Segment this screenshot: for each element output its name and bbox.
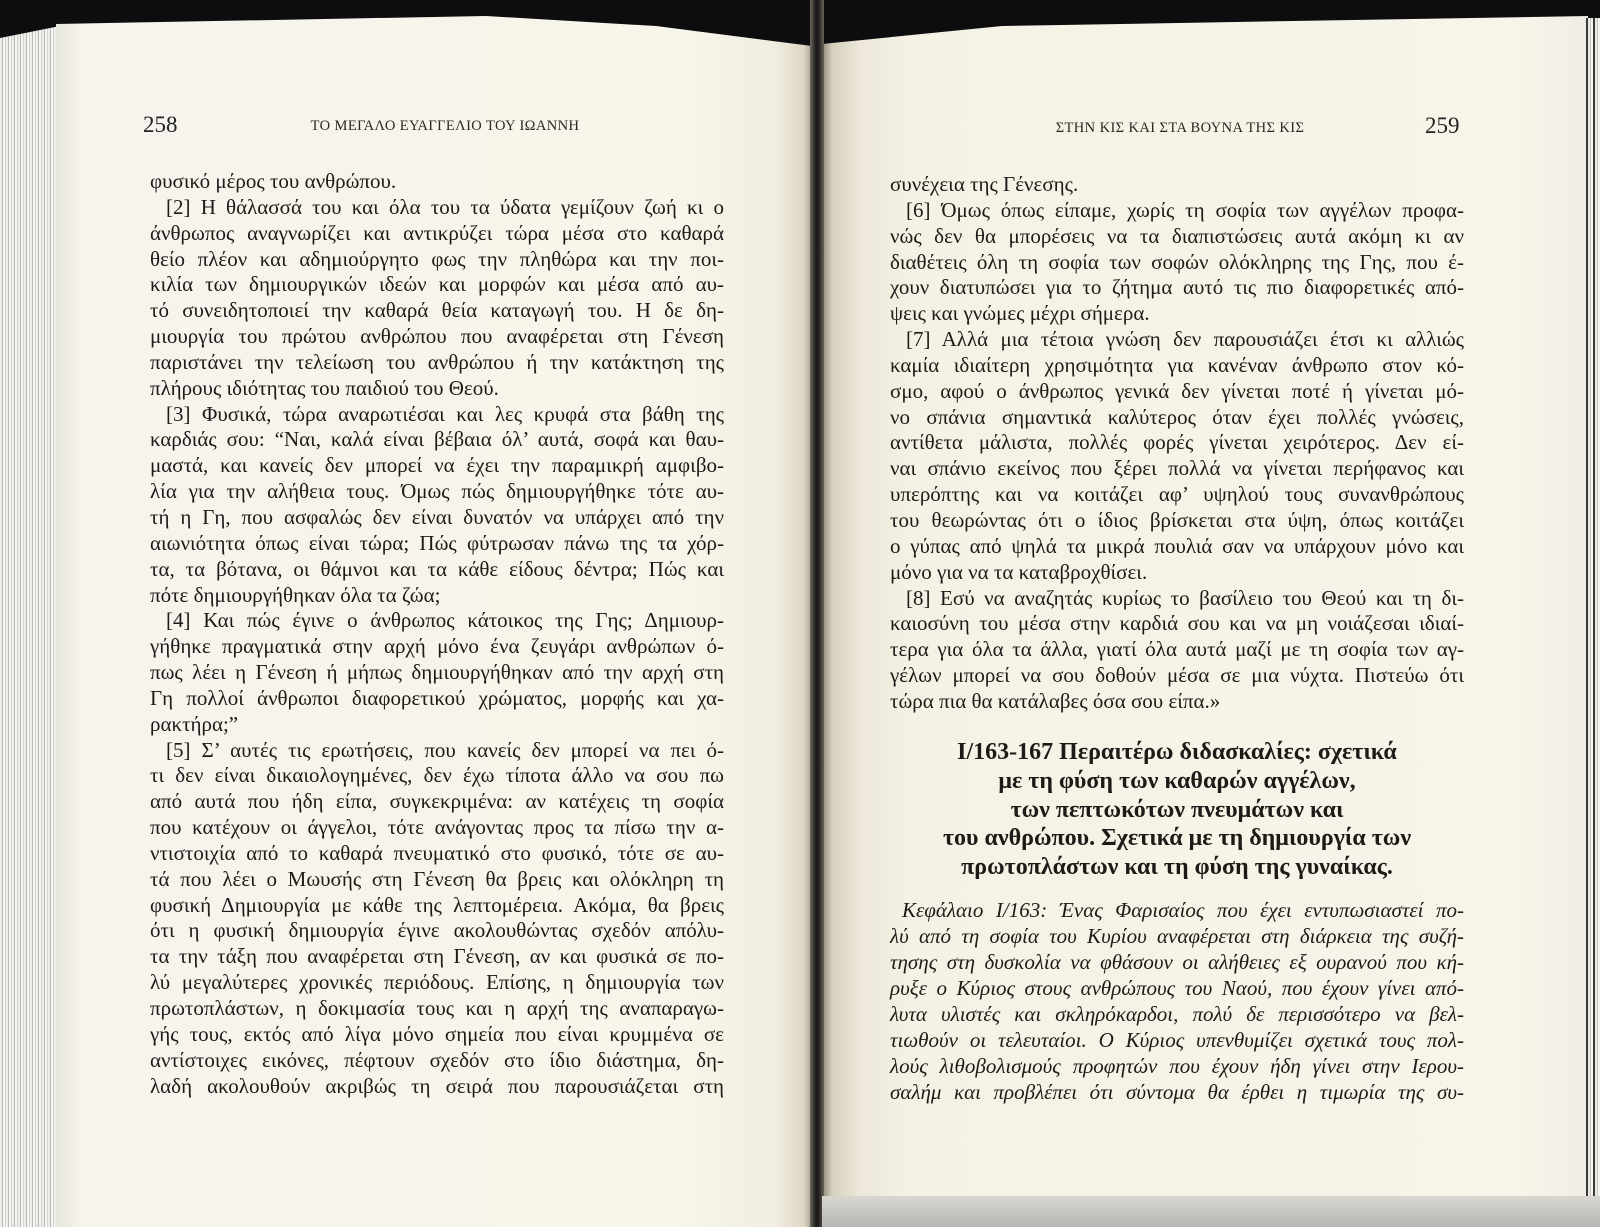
paragraph	[150, 195, 724, 402]
text-line: μόνο για να τα καταβροχθίσει.	[890, 559, 1148, 584]
text-line: [3] Φυσικά, τώρα αναρωτιέσαι και λες κρυφά στα βάθη της	[166, 401, 724, 426]
paragraph	[890, 586, 1464, 715]
text-line: λαδή ακολουθούν ακριβώς τη σειρά που παρουσιάζεται στη	[150, 1073, 724, 1098]
page-number: 259	[1425, 113, 1460, 138]
text-line: ο γύπας από ψηλά τα μικρά πουλιά σαν να υπάρχουν μόνο και	[890, 533, 1464, 558]
text-line: σμο, αφού ο άνθρωπος γενικά δεν γίνεται ποτέ ή γίνεται μό-	[890, 378, 1464, 403]
section-heading-line: του ανθρώπου. Σχετικά με τη δημιουργία των	[942, 825, 1412, 852]
text-line: παριστάνει την τελείωση του ανθρώπου ή την κατάκτηση της	[150, 349, 724, 374]
text-line: λία για την αλήθεια τους. Όμως πώς δημιουργήθηκε τότε αυ-	[150, 479, 724, 504]
text-line: γέλων μπορεί να σου δοθούν μέσα σε μια νύχτα. Πιστεύω ότι	[890, 663, 1464, 688]
text-line: καρδιάς σου: “Ναι, καλά είναι βέβαια όλ’ αυτά, σοφά και θαυ-	[150, 427, 724, 452]
text-line: φυσικό μέρος του ανθρώπου.	[150, 169, 397, 193]
text-line: γήθηκε πραγματικά στην αρχή μόνο ένα ζευγάρι ανθρώπων ό-	[150, 634, 724, 659]
section-heading	[890, 738, 1464, 882]
text-line: πότε δημιουργήθηκαν όλα τα ζώα;	[150, 582, 441, 607]
chapter-summary-line: σαλήμ και προβλέπει ότι σύντομα θα έρθει η τιμωρία της συ-	[890, 1080, 1464, 1104]
text-line: ρακτήρα;”	[150, 711, 239, 736]
text-line: ψεις και γνώμες μέχρι σήμερα.	[890, 301, 1150, 326]
page-number: 258	[143, 112, 178, 137]
page-stack-right	[1586, 18, 1600, 1196]
text-line: [2] Η θάλασσά του και όλα του τα ύδατα γεμίζουν ζωή κι ο	[166, 194, 724, 219]
text-line: [7] Αλλά μια τέτοια γνώση δεν παρουσιάζει έτσι κι αλλιώς	[906, 327, 1464, 352]
text-line: χουν διατυπώσει για το ζήτημα αυτό τις πιο διαφορετικές από-	[890, 275, 1464, 300]
text-line: ντιστοιχία από το καθαρά πνευματικό στο φυσικό, τότε σε αυ-	[150, 840, 724, 865]
left-page-text	[150, 169, 724, 1099]
text-line: νο σπάνια σημαντικά καλύτερος όταν έχει πολλές γνώσεις,	[890, 404, 1464, 429]
page-stack-left	[0, 26, 60, 1227]
chapter-summary	[890, 897, 1464, 1105]
text-line: μιουργία του πρώτου ανθρώπου που αναφέρεται στη Γένεση	[150, 324, 724, 349]
chapter-summary-line: ρυξε ο Κύριος στους ανθρώπους του Ναού, που έχουν γίνει από-	[890, 976, 1464, 1000]
text-line: μαστά, και κανείς δεν μπορεί να έχει την παραμικρή αμφιβο-	[150, 453, 724, 478]
paragraph	[890, 172, 1464, 198]
paragraph	[150, 402, 724, 609]
section-heading-line: πρωτοπλάστων και τη φύση της γυναίκας.	[961, 854, 1393, 881]
paragraph	[890, 327, 1464, 585]
text-line: τι δεν είναι δικαιολογημένες, δεν έχω τίποτα άλλο να σου πω	[150, 763, 724, 788]
chapter-summary-line: τησης στη δυσκολία να φθάσουν οι αλήθειες εξ ουρανού που κή-	[890, 950, 1464, 974]
text-line: θείο πλέον και αδημιούργητο φως την πληθώρα και την ποι-	[150, 246, 724, 271]
text-line: τό συνειδητοποιεί την καθαρά θεία καταγωγή του. Η δε δη-	[150, 298, 724, 323]
paragraph	[150, 608, 724, 737]
right-page-text	[890, 172, 1464, 715]
text-line: υπερόπτης και να κοιτάζει αφ’ υψηλού τους συνανθρώπους	[890, 482, 1464, 507]
text-line: τα την τάξη που αναφέρεται στη Γένεση, αν και φυσικά σε πο-	[150, 944, 724, 969]
text-line: πως λέει η Γένεση ή μήπως δημιουργήθηκαν από την αρχή στη	[150, 660, 724, 685]
section-heading-line: I/163-167 Περαιτέρω διδασκαλίες: σχετικά	[957, 739, 1397, 765]
text-line: ότι η φυσική δημιουργία έγινε ακολουθώντας σχεδόν απόλυ-	[150, 918, 724, 943]
paragraph	[890, 198, 1464, 327]
section-heading-line: των πεπτωκότων πνευμάτων και	[1010, 796, 1344, 823]
text-line: από αυτά που ήδη είπα, συγκεκριμένα: αν κατέχεις τη σοφία	[150, 789, 724, 814]
text-line: γής τους, εκτός από λίγα μόνο σημεία που είναι κρυμμένα σε	[150, 1021, 724, 1046]
text-line: καιοσύνη του μέσα στην καρδιά σου και να μη νοιάζεσαι ιδιαί-	[890, 611, 1464, 636]
scanner-bed	[822, 1196, 1600, 1227]
text-line: [4] Και πώς έγινε ο άνθρωπος κάτοικος της Γης; Δημιουρ-	[166, 608, 724, 633]
text-line: τώρα πια θα κατάλαβες όσα σου είπα.»	[890, 688, 1221, 713]
text-line: [6] Όμως όπως είπαμε, χωρίς τη σοφία των αγγέλων προφα-	[906, 197, 1464, 222]
text-line: καμία ιδιαίτερη χρησιμότητα για κανέναν άνθρωπο στον κό-	[890, 352, 1464, 377]
text-line: λύ μεγαλύτερες χρονικές περιόδους. Επίσης, η δημιουργία των	[150, 970, 724, 995]
book-gutter	[810, 0, 824, 1227]
text-line: αντίθετα μάλιστα, πολλές φορές γίνεται χειρότερος. Δεν εί-	[890, 430, 1464, 455]
paragraph	[150, 169, 724, 195]
text-line: [5] Σ’ αυτές τις ερωτήσεις, που κανείς δεν μπορεί να πει ό-	[166, 737, 724, 762]
text-line: Γη πολλοί άνθρωποι διαφορετικού χρώματος, μορφής και χα-	[150, 685, 724, 710]
text-line: αιωνιότητα όπως είναι τώρα; Πώς φύτρωσαν πάνω της τα χόρ-	[150, 530, 724, 555]
text-line: τερα για όλα τα άλλα, γιατί όλα αυτά μαζί με τη σοφία των αγ-	[890, 637, 1464, 662]
chapter-summary-line: τιωθούν οι τελευταίοι. Ο Κύριος υπενθυμίζει σχετικά τους πολ-	[890, 1028, 1464, 1052]
text-line: νώς δεν θα μπορέσεις να τα διαπιστώσεις αυτά ακόμη κι αν	[890, 223, 1464, 248]
text-line: συνέχεια της Γένεσης.	[890, 172, 1079, 196]
chapter-summary-line: λούς λιθοβολισμούς προφητών που έχουν ήδη γίνει στην Ιερου-	[890, 1054, 1464, 1078]
text-line: ναι σπάνιο εκείνος που ξέρει πολλά να γίνεται περήφανος και	[890, 456, 1464, 481]
text-line: τή η Γη, που ασφαλώς δεν είναι δυνατόν να υπάρχει από την	[150, 504, 724, 529]
running-head: ΣΤΗΝ ΚΙΣ ΚΑΙ ΣΤΑ ΒΟΥΝΑ ΤΗΣ ΚΙΣ	[1055, 120, 1305, 136]
text-line: κιλία των δημιουργικών ιδεών και μορφών και μέσα από αυ-	[150, 272, 724, 297]
text-line: φυσική Δημιουργία με κάθε της λεπτομέρεια. Ακόμα, θα βρεις	[150, 892, 724, 917]
paragraph	[150, 738, 724, 1100]
section-heading-line: με τη φύση των καθαρών αγγέλων,	[998, 767, 1356, 794]
text-line: που κατέχουν οι άγγελοι, τότε ανάγοντας προς τα πίσω την α-	[150, 815, 724, 840]
chapter-summary-line: λυτα υλιστές και σκληρόκαρδοι, πολύ δε περισσότερο να βελ-	[890, 1002, 1464, 1026]
text-line: τά που λέει ο Μωυσής στη Γένεση θα βρεις και ολόκληρη τη	[150, 866, 724, 891]
text-line: αντίστοιχες εικόνες, πέφτουν σχεδόν στο ίδιο διάστημα, δη-	[150, 1047, 724, 1072]
text-line: διαθέτεις όλη τη σοφία των σοφών ολόκληρης της Γης, που έ-	[890, 249, 1464, 274]
running-head: ΤΟ ΜΕΓΑΛΟ ΕΥΑΓΓΕΛΙΟ ΤΟΥ ΙΩΑΝΝΗ	[310, 118, 580, 134]
text-line: του θεωρώντας ότι ο ίδιος βρίσκεται στα ύψη, όπως κοιτάζει	[890, 507, 1464, 532]
text-line: πρωτοπλάστων, η δοκιμασία τους και η αρχή της αναπαραγω-	[150, 996, 724, 1020]
chapter-summary-line: Κεφάλαιο I/163: Ένας Φαρισαίος που έχει εντυπωσιαστεί πο-	[902, 898, 1464, 922]
text-line: πλήρους ιδιότητας του παιδιού του Θεού.	[150, 375, 499, 400]
chapter-summary-line: λύ από τη σοφία του Κυρίου αναφέρεται στη διάρκεια της συζή-	[890, 924, 1464, 948]
text-line: [8] Εσύ να αναζητάς κυρίως το βασίλειο του Θεού και τη δι-	[906, 585, 1464, 610]
text-line: άνθρωπος αναγνωρίζει και αντικρύζει τώρα μέσα στο καθαρά	[150, 220, 724, 245]
text-line: τα, τα βότανα, οι θάμνοι και τα κάθε είδους δέντρα; Πώς και	[150, 556, 724, 581]
